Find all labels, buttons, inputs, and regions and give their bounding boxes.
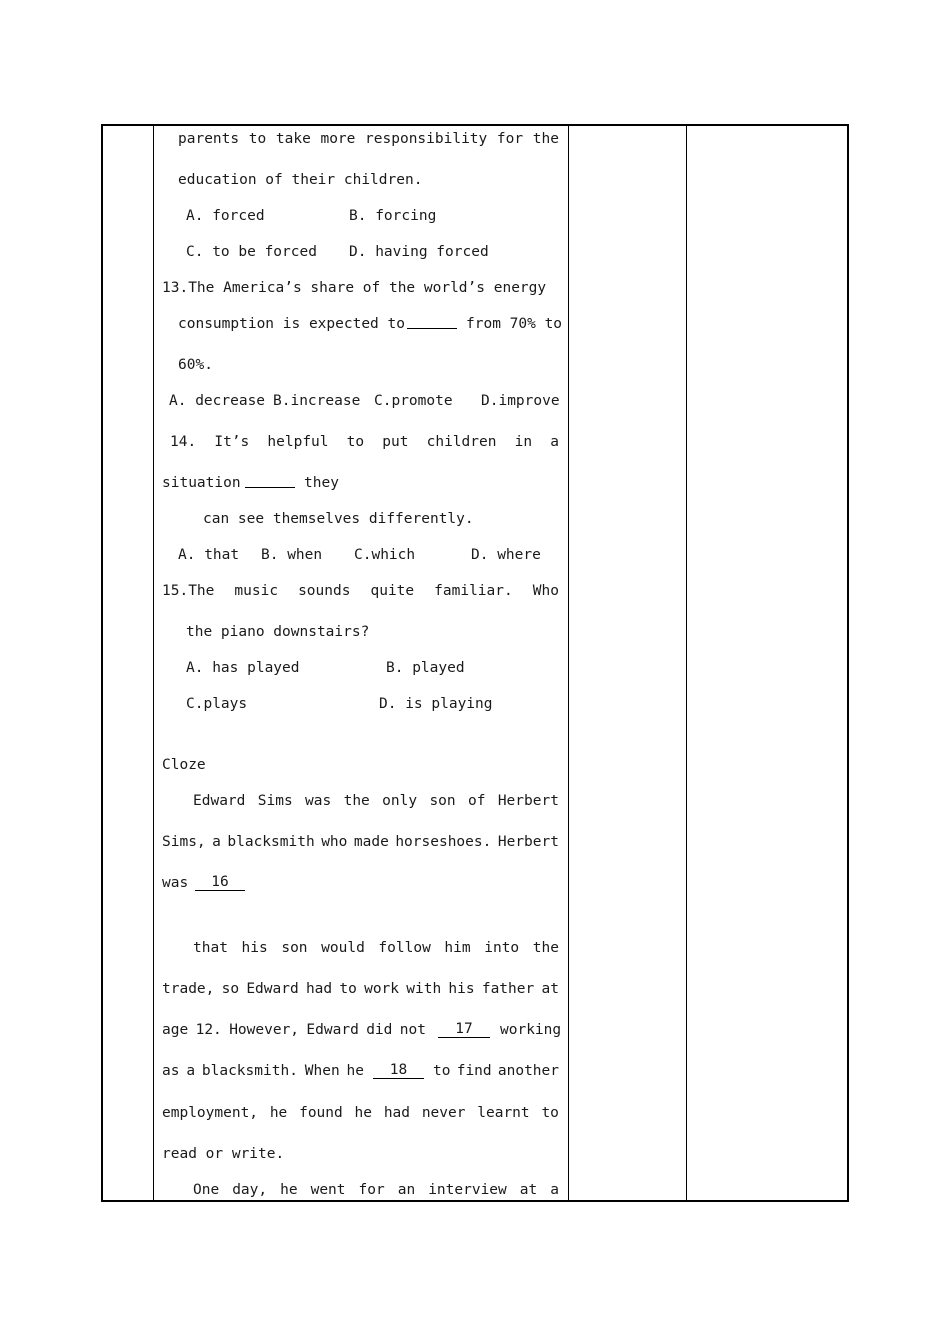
word: he	[269, 1105, 288, 1121]
word: 12.	[195, 1022, 222, 1038]
cloze-p2-line3-post: working	[500, 1022, 562, 1038]
q13-option-a: A. decrease	[169, 393, 266, 409]
word: Who	[532, 583, 559, 599]
word: for	[496, 131, 524, 147]
q14-line2-pre: situation	[162, 475, 241, 491]
word: day,	[232, 1182, 268, 1198]
cloze-blank-18: 18	[373, 1062, 424, 1079]
q14-line3: can see themselves differently.	[203, 511, 474, 527]
word: him	[444, 940, 471, 956]
word: made	[353, 834, 389, 850]
word: a	[186, 1063, 196, 1079]
word: did	[366, 1022, 393, 1038]
word: with	[406, 981, 442, 997]
word: at	[519, 1182, 538, 1198]
word: find	[456, 1063, 492, 1079]
q15-option-c: C.plays	[186, 696, 248, 712]
word: an	[397, 1182, 416, 1198]
q13-line3: 60%.	[178, 357, 213, 373]
word: sounds	[298, 583, 351, 599]
word: parents	[178, 131, 240, 147]
word: he	[346, 1063, 364, 1079]
word: take	[275, 131, 311, 147]
q12-line1	[178, 130, 559, 148]
word: quite	[370, 583, 415, 599]
cloze-p1-line3-pre: was	[162, 875, 189, 891]
q13-line2-post: from 70% to	[466, 316, 563, 332]
word: employment,	[162, 1105, 259, 1121]
q12-line2: education of their children.	[178, 172, 423, 188]
word: son	[429, 793, 456, 809]
word: his	[448, 981, 475, 997]
word: never	[421, 1105, 466, 1121]
q13-line1: 13.The America’s share of the world’s energy	[162, 280, 547, 296]
word: Edward	[246, 981, 299, 997]
word: so	[221, 981, 240, 997]
word: put	[382, 434, 409, 450]
word: interview	[428, 1182, 507, 1198]
q15-option-a: A. has played	[186, 660, 300, 676]
word: Sims	[257, 793, 293, 809]
word: had	[305, 981, 333, 997]
word: 15.The	[162, 583, 215, 599]
word: to	[248, 131, 267, 147]
word: trade,	[162, 981, 215, 997]
q15-line2: the piano downstairs?	[186, 624, 370, 640]
q15-option-d: D. is playing	[379, 696, 493, 712]
word: learnt	[477, 1105, 530, 1121]
cloze-p2-line2	[162, 980, 559, 998]
word: follow	[378, 940, 431, 956]
word: to	[346, 434, 365, 450]
word: responsibility	[365, 131, 488, 147]
word: 14.	[170, 434, 197, 450]
word: blacksmith	[227, 834, 315, 850]
word: in	[514, 434, 533, 450]
column-divider-3	[686, 126, 687, 1200]
q15-option-b: B. played	[386, 660, 465, 676]
word: his	[241, 940, 268, 956]
word: blacksmith.	[201, 1063, 298, 1079]
word: was	[305, 793, 332, 809]
word: more	[320, 131, 356, 147]
word: only	[382, 793, 418, 809]
cloze-blank-16: 16	[195, 874, 245, 891]
word: a	[212, 834, 221, 850]
cloze-heading: Cloze	[162, 757, 206, 773]
word: a	[550, 1182, 559, 1198]
q14-option-d: D. where	[471, 547, 541, 563]
word: the	[532, 131, 559, 147]
word: the	[532, 940, 559, 956]
word: When	[304, 1063, 340, 1079]
word: not	[399, 1022, 426, 1038]
word: Herbert	[497, 793, 559, 809]
cloze-p1-line1	[193, 792, 559, 810]
word: helpful	[267, 434, 329, 450]
q13-option-b: B.increase	[273, 393, 361, 409]
word: One	[193, 1182, 220, 1198]
q13-option-d: D.improve	[481, 393, 560, 409]
word: father	[481, 981, 535, 997]
cloze-p2-line3-pre	[162, 1021, 426, 1039]
word: children	[426, 434, 497, 450]
word: horseshoes.	[395, 834, 492, 850]
q13-line2-pre: consumption is expected to	[178, 316, 405, 332]
word: into	[484, 940, 520, 956]
word: he	[280, 1182, 298, 1198]
word: Edward	[193, 793, 246, 809]
word: that	[193, 940, 228, 956]
word: son	[281, 940, 308, 956]
q14-option-a: A. that	[178, 547, 240, 563]
cloze-p2-line6: read or write.	[162, 1146, 285, 1162]
word: for	[358, 1182, 385, 1198]
q12-option-d: D. having forced	[349, 244, 489, 260]
cloze-p3-line1	[193, 1181, 559, 1199]
q14-blank	[245, 475, 295, 488]
word: a	[550, 434, 559, 450]
cloze-p1-line2	[162, 833, 559, 851]
word: at	[541, 981, 559, 997]
word: went	[310, 1182, 346, 1198]
word: another	[497, 1063, 559, 1079]
q14-line2-post: they	[304, 475, 339, 491]
column-divider-2	[568, 126, 569, 1200]
word: familiar.	[434, 583, 513, 599]
cloze-blank-17: 17	[438, 1021, 490, 1038]
q13-option-c: C.promote	[374, 393, 453, 409]
word: Edward	[306, 1022, 359, 1038]
q14-option-b: B. when	[261, 547, 323, 563]
word: to	[339, 981, 357, 997]
word: to	[541, 1105, 559, 1121]
word: to	[433, 1063, 451, 1079]
q14-option-c: C.which	[354, 547, 416, 563]
q12-option-a: A. forced	[186, 208, 265, 224]
word: music	[234, 583, 279, 599]
word: who	[321, 834, 348, 850]
word: found	[299, 1105, 343, 1121]
word: Herbert	[497, 834, 559, 850]
q12-option-b: B. forcing	[349, 208, 437, 224]
word: It’s	[214, 434, 250, 450]
q13-blank	[407, 316, 457, 329]
cloze-p2-line5	[162, 1104, 559, 1122]
word: work	[364, 981, 400, 997]
word: of	[468, 793, 486, 809]
cloze-p2-line4-post	[433, 1062, 559, 1080]
word: However,	[229, 1022, 300, 1038]
q14-line1	[170, 433, 559, 451]
word: Sims,	[162, 834, 206, 850]
word: age	[162, 1022, 189, 1038]
q12-option-c: C. to be forced	[186, 244, 317, 260]
cloze-p2-line1	[193, 939, 559, 957]
word: he	[354, 1105, 373, 1121]
q15-line1	[162, 582, 559, 600]
word: would	[321, 940, 365, 956]
word: as	[162, 1063, 180, 1079]
column-divider-1	[153, 126, 154, 1200]
cloze-p2-line4-pre	[162, 1062, 364, 1080]
word: had	[383, 1105, 411, 1121]
word: the	[343, 793, 370, 809]
